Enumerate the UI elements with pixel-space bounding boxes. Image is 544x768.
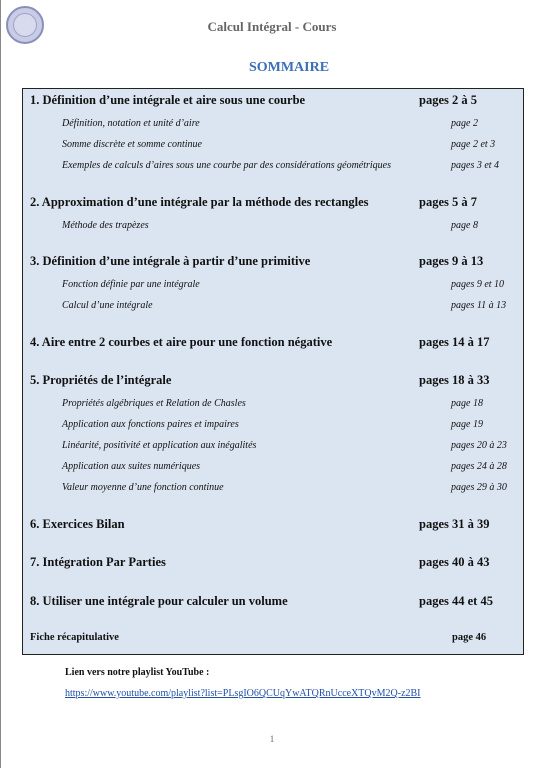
section-pages: pages 2 à 5: [419, 93, 477, 107]
section-title: 3. Définition d’une intégrale à partir d’une primitive: [30, 254, 311, 268]
section-title: 6. Exercices Bilan: [30, 517, 125, 531]
subitem-title: Fonction définie par une intégrale: [62, 279, 200, 290]
subitem-title: Linéarité, positivité et application aux inégalités: [62, 440, 257, 451]
subitem-title: Propriétés algébriques et Relation de Chasles: [62, 398, 246, 409]
document-title: Calcul Intégral - Cours: [207, 19, 337, 34]
recap-title: Fiche récapitulative: [30, 632, 119, 643]
section-pages: pages 44 et 45: [419, 594, 493, 608]
subitem-pages: pages 29 à 30: [451, 482, 507, 493]
section-title: 2. Approximation d’une intégrale par la méthode des rectangles: [30, 195, 369, 209]
subitem-pages: pages 3 et 4: [451, 160, 500, 171]
subitem-pages: page 2: [451, 118, 478, 129]
page-number: 1: [269, 734, 275, 744]
section-pages: pages 31 à 39: [419, 517, 490, 531]
playlist-label: Lien vers notre playlist YouTube :: [65, 667, 210, 678]
subitem-title: Valeur moyenne d’une fonction continue: [62, 482, 224, 493]
section-pages: pages 14 à 17: [419, 335, 490, 349]
section-pages: pages 18 à 33: [419, 373, 490, 387]
subitem-pages: page 8: [451, 220, 478, 231]
subitem-pages: pages 24 à 28: [451, 461, 507, 472]
subitem-title: Calcul d’une intégrale: [62, 300, 153, 311]
table-of-contents: [22, 88, 524, 655]
recap-pages: page 46: [452, 632, 487, 643]
subitem-title: Méthode des trapèzes: [62, 220, 149, 231]
section-pages: pages 40 à 43: [419, 555, 490, 569]
section-title: 8. Utiliser une intégrale pour calculer un volume: [30, 594, 288, 608]
section-title: 4. Aire entre 2 courbes et aire pour une fonction négative: [30, 335, 333, 349]
page-left-border: [0, 0, 1, 768]
section-title: 5. Propriétés de l’intégrale: [30, 373, 172, 387]
section-title: 1. Définition d’une intégrale et aire sous une courbe: [30, 93, 306, 107]
subitem-title: Application aux fonctions paires et impaires: [62, 419, 239, 430]
subitem-pages: pages 9 et 10: [451, 279, 505, 290]
subitem-title: Définition, notation et unité d’aire: [62, 118, 200, 129]
sommaire-heading: SOMMAIRE: [248, 60, 330, 75]
subitem-title: Application aux suites numériques: [62, 461, 201, 472]
subitem-pages: page 2 et 3: [451, 139, 496, 150]
subitem-title: Exemples de calculs d’aires sous une courbe par des considérations géométriques: [62, 160, 392, 171]
section-title: 7. Intégration Par Parties: [30, 555, 166, 569]
playlist-link[interactable]: https://www.youtube.com/playlist?list=PLsgIO6QCUqYwATQRnUcceXTQvM2Q-z2BI: [65, 688, 421, 699]
section-pages: pages 5 à 7: [419, 195, 477, 209]
subitem-title: Somme discrète et somme continue: [62, 139, 202, 150]
subitem-pages: page 19: [451, 419, 483, 430]
subitem-pages: page 18: [451, 398, 483, 409]
section-pages: pages 9 à 13: [419, 254, 484, 268]
subitem-pages: pages 20 à 23: [451, 440, 507, 451]
subitem-pages: pages 11 à 13: [451, 300, 507, 311]
